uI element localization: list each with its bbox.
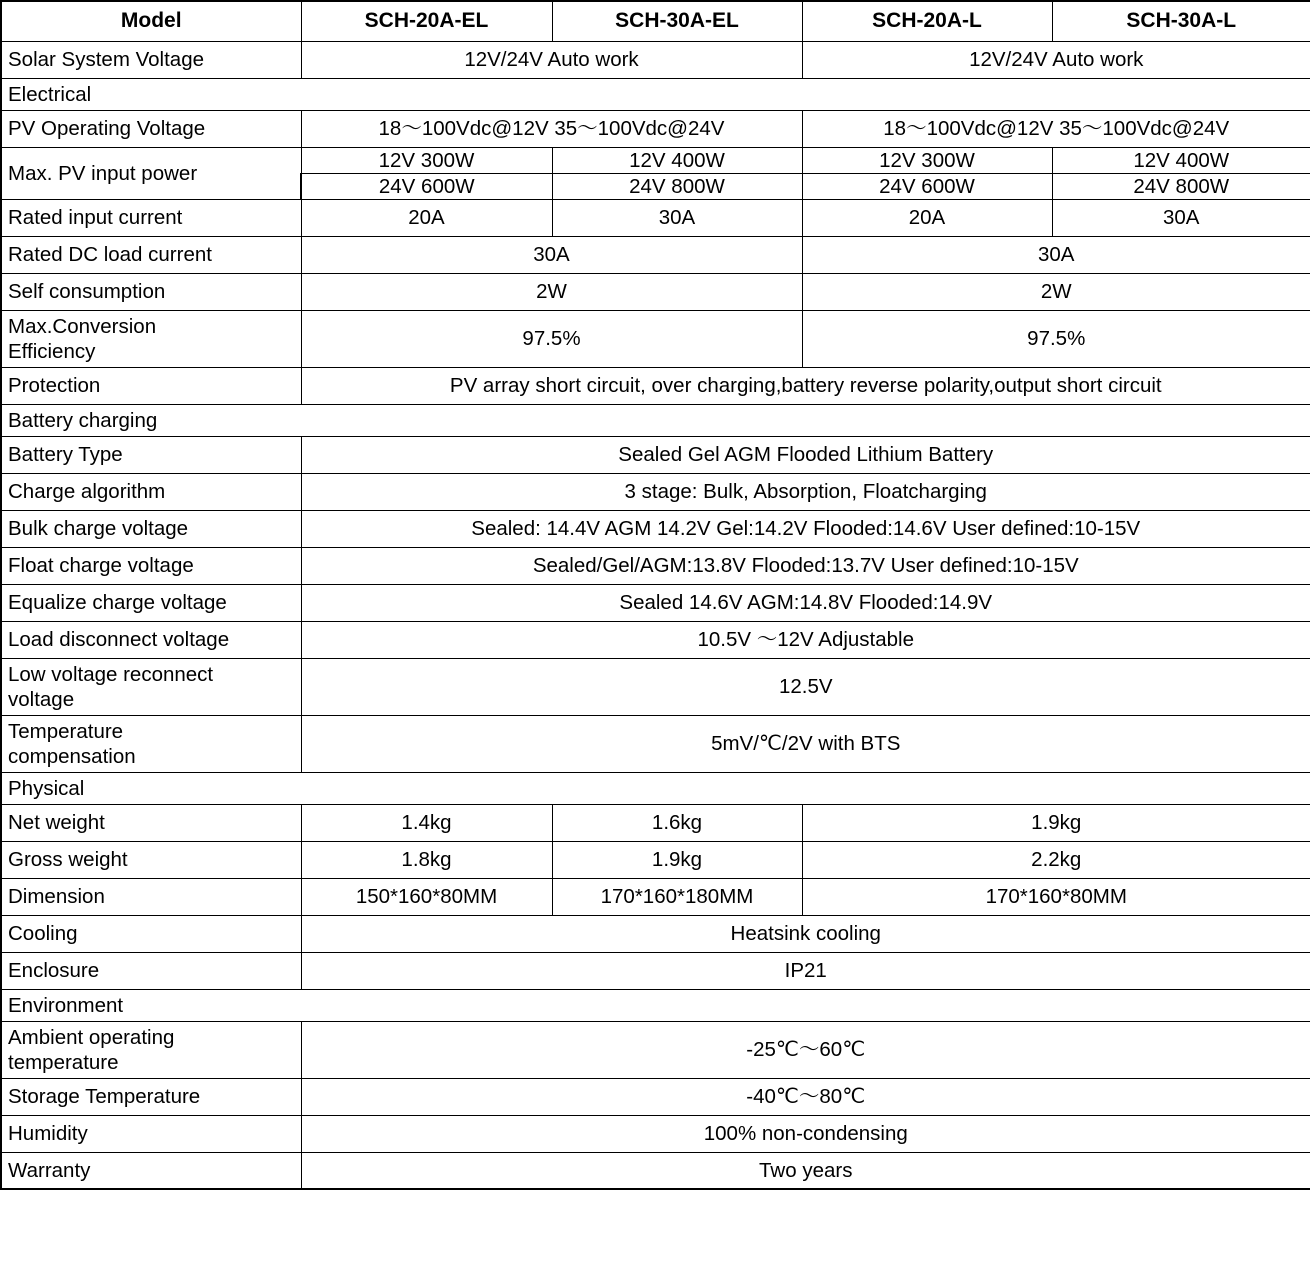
row-cooling bbox=[1, 915, 1310, 952]
cell-gross-weight-col1: 1.8kg bbox=[301, 841, 552, 878]
row-protection bbox=[1, 367, 1310, 404]
row-label-temperature-compensation-line1: Temperature bbox=[8, 719, 124, 743]
row-label-rated-input-current: Rated input current bbox=[1, 199, 301, 236]
cell-temperature-compensation-value: 5mV/℃/2V with BTS bbox=[301, 715, 1310, 772]
cell-warranty-value: Two years bbox=[301, 1152, 1310, 1189]
cell-net-weight-col2: 1.6kg bbox=[552, 804, 802, 841]
row-label-warranty: Warranty bbox=[1, 1152, 301, 1189]
cell-rated-input-current-col4: 30A bbox=[1052, 199, 1310, 236]
cell-rated-input-current-col1: 20A bbox=[301, 199, 552, 236]
row-pv-operating-voltage bbox=[1, 110, 1310, 147]
section-row-environment bbox=[1, 989, 1310, 1021]
cell-bulk-charge-voltage-value: Sealed: 14.4V AGM 14.2V Gel:14.2V Flooded:14.6V User defined:10-15V bbox=[301, 510, 1310, 547]
cell-low-voltage-reconnect-value: 12.5V bbox=[301, 658, 1310, 715]
cell-self-consumption-right: 2W bbox=[802, 273, 1310, 310]
row-label-low-voltage-reconnect bbox=[1, 658, 301, 715]
row-rated-input-current bbox=[1, 199, 1310, 236]
table-header-row bbox=[1, 1, 1310, 41]
row-label-max-conversion-efficiency-line1: Max.Conversion bbox=[8, 314, 157, 338]
row-label-pv-operating-voltage: PV Operating Voltage bbox=[1, 110, 301, 147]
row-label-float-charge-voltage: Float charge voltage bbox=[1, 547, 301, 584]
row-label-temperature-compensation-line2: compensation bbox=[8, 744, 136, 768]
header-model-sch-20a-l: SCH-20A-L bbox=[802, 1, 1052, 41]
cell-max-pv-input-power-12v-col3: 12V 300W bbox=[802, 147, 1052, 173]
cell-dimension-col1: 150*160*80MM bbox=[301, 878, 552, 915]
row-label-ambient-operating-temperature-line2: temperature bbox=[8, 1050, 119, 1074]
row-net-weight bbox=[1, 804, 1310, 841]
cell-gross-weight-col34: 2.2kg bbox=[802, 841, 1310, 878]
section-header-electrical: Electrical bbox=[1, 78, 1310, 110]
cell-net-weight-col1: 1.4kg bbox=[301, 804, 552, 841]
row-warranty bbox=[1, 1152, 1310, 1189]
section-row-battery-charging bbox=[1, 404, 1310, 436]
row-label-protection: Protection bbox=[1, 367, 301, 404]
cell-gross-weight-col2: 1.9kg bbox=[552, 841, 802, 878]
header-model-sch-30a-l: SCH-30A-L bbox=[1052, 1, 1310, 41]
row-label-solar-system-voltage: Solar System Voltage bbox=[1, 41, 301, 78]
row-label-self-consumption: Self consumption bbox=[1, 273, 301, 310]
row-humidity bbox=[1, 1115, 1310, 1152]
section-header-environment: Environment bbox=[1, 989, 1310, 1021]
row-low-voltage-reconnect bbox=[1, 658, 1310, 715]
cell-battery-type-value: Sealed Gel AGM Flooded Lithium Battery bbox=[301, 436, 1310, 473]
row-label-dimension: Dimension bbox=[1, 878, 301, 915]
row-label-temperature-compensation bbox=[1, 715, 301, 772]
cell-max-pv-input-power-12v-col2: 12V 400W bbox=[552, 147, 802, 173]
row-label-max-conversion-efficiency-line2: Efficiency bbox=[8, 339, 96, 363]
row-self-consumption bbox=[1, 273, 1310, 310]
cell-dimension-col2: 170*160*180MM bbox=[552, 878, 802, 915]
row-max-conversion-efficiency bbox=[1, 310, 1310, 367]
cell-protection-value: PV array short circuit, over charging,battery reverse polarity,output short circuit bbox=[301, 367, 1310, 404]
cell-max-pv-input-power-24v-col4: 24V 800W bbox=[1052, 173, 1310, 199]
row-label-net-weight: Net weight bbox=[1, 804, 301, 841]
row-label-storage-temperature: Storage Temperature bbox=[1, 1078, 301, 1115]
cell-storage-temperature-value: -40℃～80℃ bbox=[301, 1078, 1310, 1115]
row-label-load-disconnect-voltage: Load disconnect voltage bbox=[1, 621, 301, 658]
cell-rated-dc-load-current-right: 30A bbox=[802, 236, 1310, 273]
cell-net-weight-col34: 1.9kg bbox=[802, 804, 1310, 841]
cell-dimension-col34: 170*160*80MM bbox=[802, 878, 1310, 915]
cell-load-disconnect-voltage-value: 10.5V ～12V Adjustable bbox=[301, 621, 1310, 658]
cell-self-consumption-left: 2W bbox=[301, 273, 802, 310]
section-header-physical: Physical bbox=[1, 772, 1310, 804]
row-load-disconnect-voltage bbox=[1, 621, 1310, 658]
row-label-ambient-operating-temperature bbox=[1, 1021, 301, 1078]
row-storage-temperature bbox=[1, 1078, 1310, 1115]
cell-rated-input-current-col2: 30A bbox=[552, 199, 802, 236]
row-label-rated-dc-load-current: Rated DC load current bbox=[1, 236, 301, 273]
row-label-charge-algorithm: Charge algorithm bbox=[1, 473, 301, 510]
cell-charge-algorithm-value: 3 stage: Bulk, Absorption, Floatcharging bbox=[301, 473, 1310, 510]
row-charge-algorithm bbox=[1, 473, 1310, 510]
row-max-pv-input-power-12v bbox=[1, 147, 1310, 173]
cell-pv-operating-voltage-left: 18～100Vdc@12V 35～100Vdc@24V bbox=[301, 110, 802, 147]
header-model-label: Model bbox=[1, 1, 301, 41]
cell-max-pv-input-power-24v-col2: 24V 800W bbox=[552, 173, 802, 199]
row-temperature-compensation bbox=[1, 715, 1310, 772]
cell-max-conversion-efficiency-right: 97.5% bbox=[802, 310, 1310, 367]
header-model-sch-30a-el: SCH-30A-EL bbox=[552, 1, 802, 41]
section-row-physical bbox=[1, 772, 1310, 804]
row-enclosure bbox=[1, 952, 1310, 989]
cell-cooling-value: Heatsink cooling bbox=[301, 915, 1310, 952]
row-float-charge-voltage bbox=[1, 547, 1310, 584]
row-label-bulk-charge-voltage: Bulk charge voltage bbox=[1, 510, 301, 547]
row-bulk-charge-voltage bbox=[1, 510, 1310, 547]
section-row-electrical bbox=[1, 78, 1310, 110]
cell-ambient-operating-temperature-value: -25℃～60℃ bbox=[301, 1021, 1310, 1078]
row-label-low-voltage-reconnect-line2: voltage bbox=[8, 687, 75, 711]
cell-solar-system-voltage-right: 12V/24V Auto work bbox=[802, 41, 1310, 78]
row-dimension bbox=[1, 878, 1310, 915]
row-label-max-pv-input-power: Max. PV input power bbox=[1, 147, 301, 199]
cell-max-conversion-efficiency-left: 97.5% bbox=[301, 310, 802, 367]
row-label-low-voltage-reconnect-line1: Low voltage reconnect bbox=[8, 662, 214, 686]
cell-humidity-value: 100% non-condensing bbox=[301, 1115, 1310, 1152]
cell-max-pv-input-power-24v-col1: 24V 600W bbox=[301, 173, 552, 199]
cell-rated-input-current-col3: 20A bbox=[802, 199, 1052, 236]
row-gross-weight bbox=[1, 841, 1310, 878]
cell-pv-operating-voltage-right: 18～100Vdc@12V 35～100Vdc@24V bbox=[802, 110, 1310, 147]
header-model-sch-20a-el: SCH-20A-EL bbox=[301, 1, 552, 41]
row-label-equalize-charge-voltage: Equalize charge voltage bbox=[1, 584, 301, 621]
row-equalize-charge-voltage bbox=[1, 584, 1310, 621]
cell-float-charge-voltage-value: Sealed/Gel/AGM:13.8V Flooded:13.7V User defined:10-15V bbox=[301, 547, 1310, 584]
row-label-enclosure: Enclosure bbox=[1, 952, 301, 989]
row-label-cooling: Cooling bbox=[1, 915, 301, 952]
cell-max-pv-input-power-12v-col4: 12V 400W bbox=[1052, 147, 1310, 173]
cell-solar-system-voltage-left: 12V/24V Auto work bbox=[301, 41, 802, 78]
row-label-battery-type: Battery Type bbox=[1, 436, 301, 473]
row-label-gross-weight: Gross weight bbox=[1, 841, 301, 878]
row-battery-type bbox=[1, 436, 1310, 473]
row-label-max-conversion-efficiency bbox=[1, 310, 301, 367]
cell-rated-dc-load-current-left: 30A bbox=[301, 236, 802, 273]
row-label-ambient-operating-temperature-line1: Ambient operating bbox=[8, 1025, 175, 1049]
row-ambient-operating-temperature bbox=[1, 1021, 1310, 1078]
cell-max-pv-input-power-24v-col3: 24V 600W bbox=[802, 173, 1052, 199]
cell-equalize-charge-voltage-value: Sealed 14.6V AGM:14.8V Flooded:14.9V bbox=[301, 584, 1310, 621]
cell-max-pv-input-power-12v-col1: 12V 300W bbox=[301, 147, 552, 173]
row-rated-dc-load-current bbox=[1, 236, 1310, 273]
cell-enclosure-value: IP21 bbox=[301, 952, 1310, 989]
section-header-battery-charging: Battery charging bbox=[1, 404, 1310, 436]
row-solar-system-voltage bbox=[1, 41, 1310, 78]
row-label-humidity: Humidity bbox=[1, 1115, 301, 1152]
